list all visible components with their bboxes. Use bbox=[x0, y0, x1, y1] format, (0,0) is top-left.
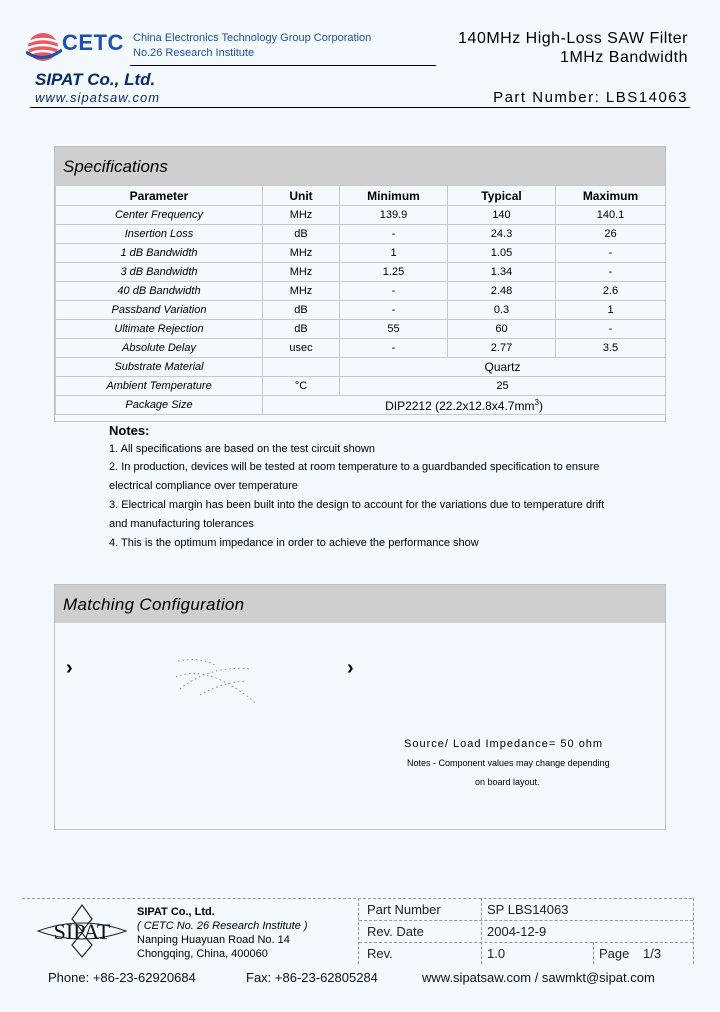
product-subtitle: 1MHz Bandwidth bbox=[560, 49, 688, 66]
unit-cell: dB bbox=[263, 301, 340, 320]
col-header-typical: Typical bbox=[448, 186, 556, 206]
typ-cell: 1.34 bbox=[448, 263, 556, 282]
typ-cell: 24.3 bbox=[448, 225, 556, 244]
unit-cell: MHz bbox=[263, 206, 340, 225]
package-size-close: ) bbox=[538, 398, 543, 413]
param-cell: Ambient Temperature bbox=[56, 377, 263, 396]
min-cell: 55 bbox=[340, 320, 448, 339]
footer-divider bbox=[481, 898, 483, 964]
page-label: Page bbox=[599, 946, 630, 961]
param-cell: Substrate Material bbox=[56, 358, 263, 377]
max-cell: 1 bbox=[556, 301, 666, 320]
param-cell: Package Size bbox=[56, 396, 263, 415]
matching-section bbox=[54, 584, 666, 830]
company-name: SIPAT Co., Ltd. bbox=[35, 70, 156, 89]
footer-address-line1: Nanping Huayuan Road No. 14 bbox=[137, 934, 290, 946]
param-cell: Absolute Delay bbox=[56, 339, 263, 358]
unit-cell: dB bbox=[263, 225, 340, 244]
max-cell: 140.1 bbox=[556, 206, 666, 225]
col-header-parameter: Parameter bbox=[56, 186, 263, 206]
typ-cell: 140 bbox=[448, 206, 556, 225]
part-number-value: SP LBS14063 bbox=[487, 902, 569, 917]
table-row bbox=[56, 339, 666, 358]
impedance-note-line2: on board layout. bbox=[475, 777, 540, 787]
table-row bbox=[56, 320, 666, 339]
table-row bbox=[56, 377, 666, 396]
cetc-logo bbox=[26, 30, 134, 64]
unit-cell: °C bbox=[263, 377, 340, 396]
rev-label: Rev. bbox=[367, 946, 393, 961]
product-title: 140MHz High-Loss SAW Filter bbox=[458, 30, 688, 47]
footer-phone: Phone: +86-23-62920684 bbox=[48, 970, 196, 985]
value-cell: Quartz bbox=[340, 358, 666, 377]
rev-date-value: 2004-12-9 bbox=[487, 924, 547, 939]
footer-institute: ( CETC No. 26 Research Institute ) bbox=[137, 920, 308, 932]
footer-fax: Fax: +86-23-62805284 bbox=[246, 970, 378, 985]
output-arrow-icon: › bbox=[347, 657, 354, 679]
specifications-header bbox=[55, 147, 665, 185]
table-row bbox=[56, 396, 666, 415]
note-item: 1. All specifications are based on the test circuit shown bbox=[109, 443, 375, 455]
note-item: electrical compliance over temperature bbox=[109, 480, 298, 492]
footer-contact[interactable]: www.sipatsaw.com / sawmkt@sipat.com bbox=[422, 970, 655, 985]
note-item: 3. Electrical margin has been built into the design to account for the variations due to temperature drift bbox=[109, 499, 605, 511]
matching-heading: Matching Configuration bbox=[63, 595, 245, 614]
max-cell: - bbox=[556, 320, 666, 339]
typ-cell: 60 bbox=[448, 320, 556, 339]
impedance-note-line1: Notes - Component values may change depending bbox=[407, 758, 610, 768]
unit-cell: MHz bbox=[263, 282, 340, 301]
rev-date-label: Rev. Date bbox=[367, 924, 424, 939]
seal-text: SIPAT bbox=[53, 919, 111, 944]
note-item: 2. In production, devices will be tested at room temperature to a guardbanded specification to ensure bbox=[109, 461, 600, 473]
table-row bbox=[56, 263, 666, 282]
param-cell: Insertion Loss bbox=[56, 225, 263, 244]
package-size-value: DIP2212 (22.2x12.8x4.7mm bbox=[385, 398, 535, 413]
footer-company: SIPAT Co., Ltd. bbox=[137, 906, 215, 918]
min-cell: - bbox=[340, 339, 448, 358]
specifications-section bbox=[54, 146, 666, 422]
cetc-logo-text: CETC bbox=[62, 30, 124, 55]
footer-address-line2: Chongqing, China, 400060 bbox=[137, 948, 268, 960]
max-cell: - bbox=[556, 244, 666, 263]
input-arrow-icon: › bbox=[66, 657, 73, 679]
unit-cell: usec bbox=[263, 339, 340, 358]
value-cell bbox=[263, 396, 666, 415]
typ-cell: 2.48 bbox=[448, 282, 556, 301]
footer-divider bbox=[359, 920, 693, 922]
table-header-row bbox=[56, 186, 666, 206]
org-name bbox=[133, 31, 371, 61]
company-website[interactable]: www.sipatsaw.com bbox=[35, 90, 161, 105]
footer-doc-info bbox=[358, 898, 694, 964]
footer-divider bbox=[359, 942, 693, 944]
max-cell: 26 bbox=[556, 225, 666, 244]
part-number-label: Part Number bbox=[367, 902, 441, 917]
param-cell: 40 dB Bandwidth bbox=[56, 282, 263, 301]
value-cell: 25 bbox=[340, 377, 666, 396]
rev-value: 1.0 bbox=[487, 946, 506, 961]
part-number-rule bbox=[30, 107, 690, 108]
footer-address bbox=[137, 905, 308, 961]
typ-cell: 2.77 bbox=[448, 339, 556, 358]
org-name-line2: No.26 Research Institute bbox=[133, 47, 255, 59]
unit-cell: MHz bbox=[263, 244, 340, 263]
notes-title: Notes: bbox=[109, 423, 150, 438]
unit-cell bbox=[263, 358, 340, 377]
table-row bbox=[56, 244, 666, 263]
max-cell: 3.5 bbox=[556, 339, 666, 358]
col-header-minimum: Minimum bbox=[340, 186, 448, 206]
param-cell: 3 dB Bandwidth bbox=[56, 263, 263, 282]
col-header-unit: Unit bbox=[263, 186, 340, 206]
table-row bbox=[56, 206, 666, 225]
param-cell: Passband Variation bbox=[56, 301, 263, 320]
min-cell: 139.9 bbox=[340, 206, 448, 225]
impedance-text: Source/ Load Impedance= 50 ohm bbox=[404, 738, 604, 750]
typ-cell: 0.3 bbox=[448, 301, 556, 320]
unit-cell: dB bbox=[263, 320, 340, 339]
table-row bbox=[56, 282, 666, 301]
unit-cell: MHz bbox=[263, 263, 340, 282]
footer-divider bbox=[593, 942, 595, 964]
min-cell: 1 bbox=[340, 244, 448, 263]
specifications-heading: Specifications bbox=[63, 157, 168, 176]
package-size-sup: 3 bbox=[534, 397, 539, 407]
table-row bbox=[56, 301, 666, 320]
param-cell: Ultimate Rejection bbox=[56, 320, 263, 339]
table-row bbox=[56, 225, 666, 244]
note-item: 4. This is the optimum impedance in order to achieve the performance show bbox=[109, 537, 479, 549]
min-cell: - bbox=[340, 301, 448, 320]
min-cell: - bbox=[340, 282, 448, 301]
matching-circuit-sketch bbox=[170, 655, 260, 711]
param-cell: 1 dB Bandwidth bbox=[56, 244, 263, 263]
param-cell: Center Frequency bbox=[56, 206, 263, 225]
min-cell: - bbox=[340, 225, 448, 244]
matching-header bbox=[55, 585, 665, 623]
min-cell: 1.25 bbox=[340, 263, 448, 282]
table-row bbox=[56, 358, 666, 377]
typ-cell: 1.05 bbox=[448, 244, 556, 263]
page-value: 1/3 bbox=[643, 946, 662, 961]
max-cell: 2.6 bbox=[556, 282, 666, 301]
max-cell: - bbox=[556, 263, 666, 282]
col-header-maximum: Maximum bbox=[556, 186, 666, 206]
cetc-globe-icon bbox=[26, 30, 62, 64]
header-rule bbox=[130, 65, 436, 66]
specifications-table bbox=[55, 185, 666, 415]
sipat-seal bbox=[34, 901, 130, 961]
note-item: and manufacturing tolerances bbox=[109, 518, 254, 530]
org-name-line1: China Electronics Technology Group Corporation bbox=[133, 32, 372, 44]
part-number: Part Number: LBS14063 bbox=[493, 89, 688, 106]
